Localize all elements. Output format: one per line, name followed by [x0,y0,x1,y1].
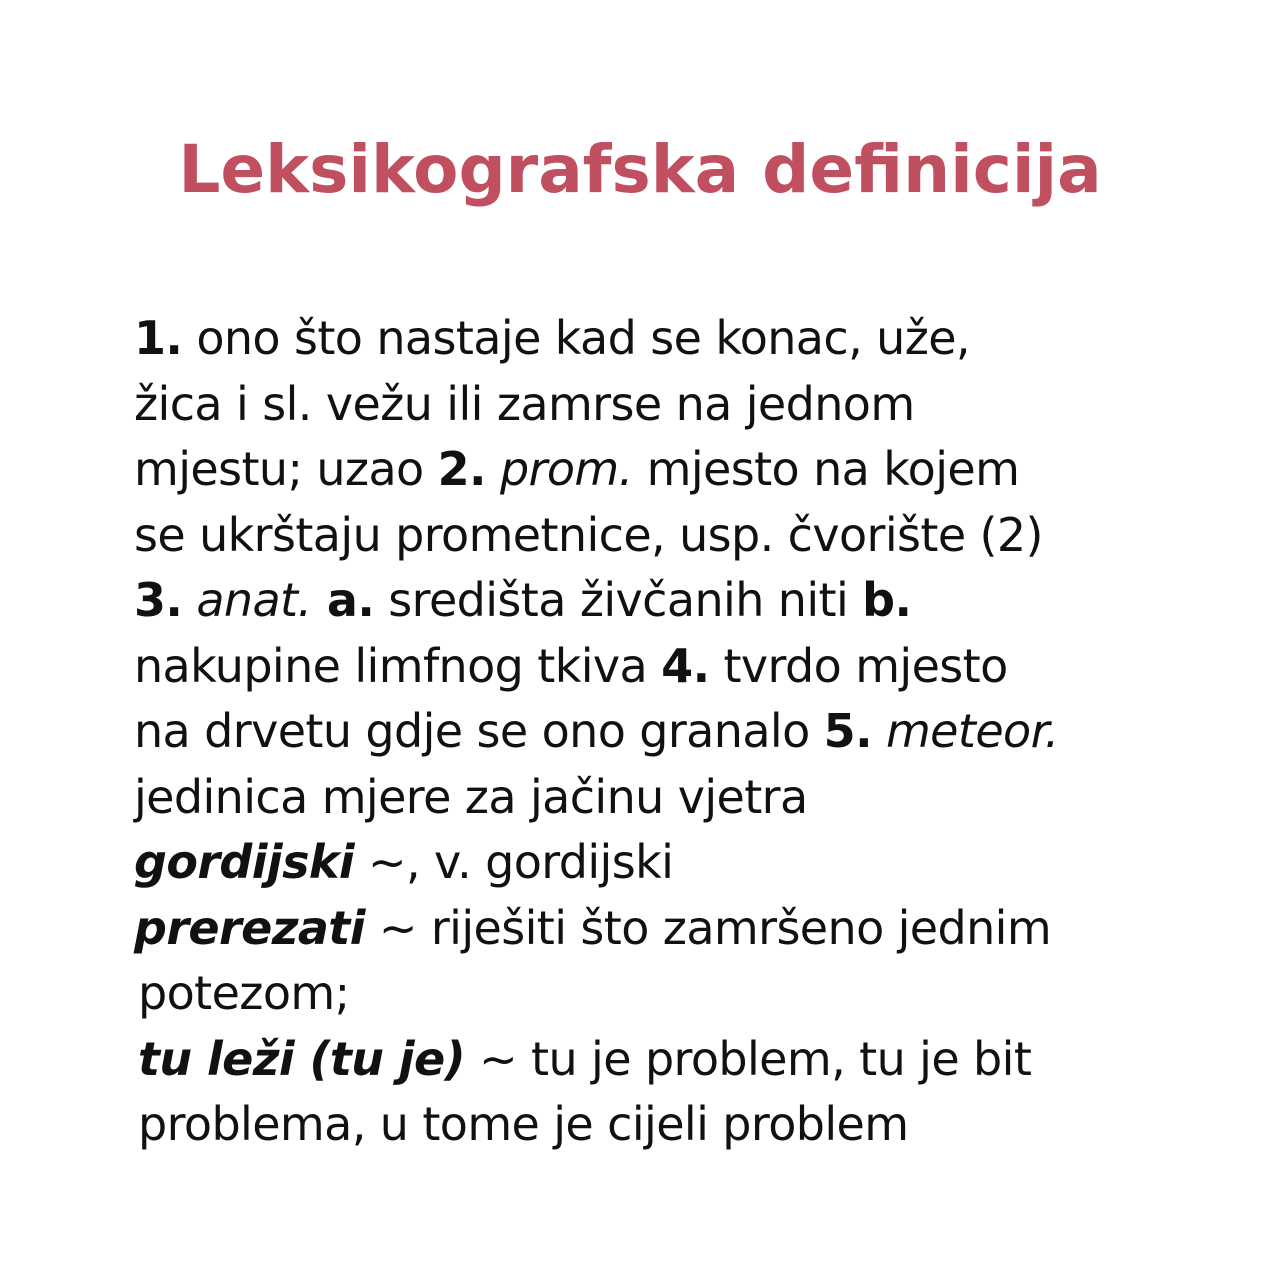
phrase-line-2 [134,896,1194,962]
sense-text: ono što nastaje kad se konac, uže, [182,311,970,365]
phrase-line-2-continued [134,961,1194,1027]
phrase-text: ~ riješiti što zamršeno jednim [364,900,1052,955]
definition-line-3 [134,437,1194,503]
phrase-term: prerezati [134,900,365,955]
phrase-term: gordijski [134,835,355,889]
domain-abbreviation: anat. [182,573,312,627]
sense-text: tvrdo mjesto [709,638,1008,693]
phrase-text: problema, u tome je cijeli problem [138,1097,909,1151]
sense-text: na drvetu gdje se ono granalo [134,704,824,758]
sense-text: jedinica mjere za jačinu vjetra [134,769,808,824]
definition-line-6 [134,634,1194,700]
sense-text: nakupine limfnog tkiva [134,638,662,693]
phrase-term: tu leži (tu je) [138,1031,466,1086]
definition-line-8 [134,765,1194,831]
phrase-line-1 [134,830,1194,896]
sense-number-4: 4. [661,638,710,693]
sense-text: središta živčanih niti [374,573,863,627]
sense-number-2: 2. [437,442,486,496]
definition-line-4 [134,503,1194,569]
sense-number-3: 3. [134,573,183,627]
phrase-text: potezom; [138,966,350,1020]
sense-text: se ukrštaju prometnice, usp. čvorište (2) [134,507,1043,562]
definition-line-2 [134,372,1194,438]
sense-number-5: 5. [823,704,872,758]
definition-line-7 [134,699,1194,765]
subsense-marker-a: a. [311,573,375,627]
definition-line-5 [134,568,1194,634]
definition-line-1 [134,306,1194,372]
phrase-text: ~, v. gordijski [354,835,674,889]
phrase-line-3-continued [134,1092,1194,1158]
definition-text [134,306,1194,1158]
sense-text: mjestu; uzao [134,442,438,496]
page-title: Leksikografska definicija [178,131,1102,208]
sense-number-1: 1. [134,311,183,365]
domain-abbreviation: prom. [485,442,633,496]
subsense-marker-b: b. [862,573,912,627]
sense-text: mjesto na kojem [632,442,1020,496]
domain-abbreviation: meteor. [871,704,1059,758]
phrase-text: ~ tu je problem, tu je bit [465,1031,1032,1086]
sense-text: žica i sl. vežu ili zamrse na jednom [134,376,915,431]
phrase-line-3 [134,1027,1194,1093]
